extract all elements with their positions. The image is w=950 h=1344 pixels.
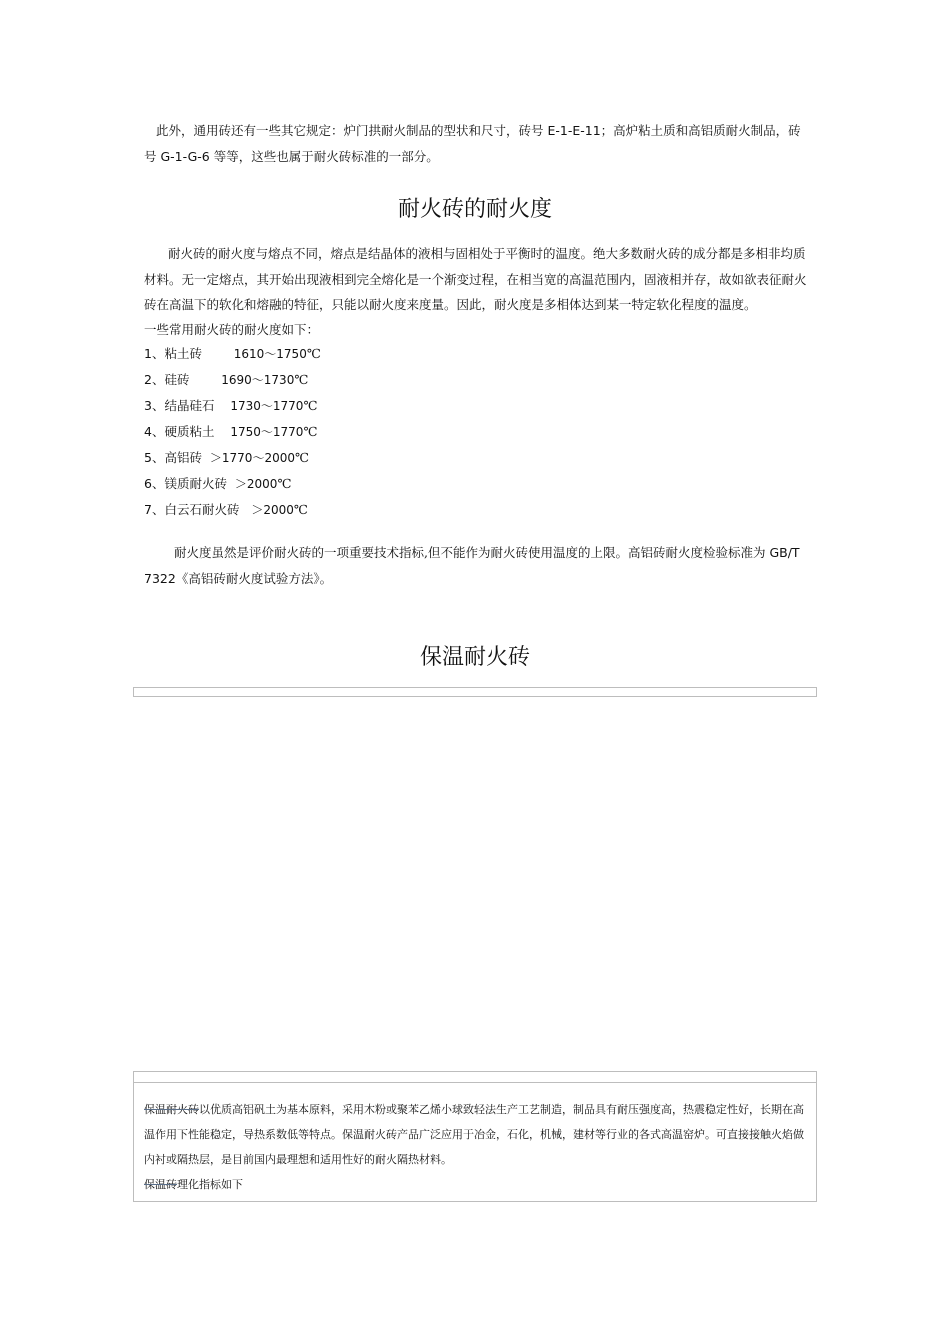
spec-link[interactable]: 保温砖 (144, 1178, 177, 1191)
section-heading-insulating-brick: 保温耐火砖 (419, 645, 530, 670)
list-item: 7、白云石耐火砖 ＞2000℃ (144, 502, 308, 517)
list-item: 3、结晶硅石 1730～1770℃ (144, 398, 318, 413)
refractoriness-note: 耐火度虽然是评价耐火砖的一项重要技术指标,但不能作为耐火砖使用温度的上限。高铝砖耐火度检验标准为 GB/T 7322《高铝砖耐火度试验方法》。 (144, 545, 800, 586)
list-item: 1、粘土砖 1610～1750℃ (144, 346, 321, 361)
intro-text-a: 此外，通用砖还有一些其它规定：炉门拱耐火制品的型状和尺寸，砖号 (156, 123, 548, 138)
list-item: 2、硅砖 1690～1730℃ (144, 372, 309, 387)
intro-text-c: 等等，这些也属于耐火砖标准的一部分。 (209, 148, 439, 164)
list-intro: 一些常用耐火砖的耐火度如下： (144, 322, 320, 337)
product-link[interactable]: 保温耐火砖 (144, 1103, 199, 1116)
refractoriness-list (144, 341, 321, 523)
intro-text-b: ；高炉粘土质和高铝质耐火制品，砖号 (144, 123, 801, 164)
box-divider (134, 1082, 816, 1083)
intro-paragraph (144, 118, 808, 169)
list-item: 5、高铝砖 ＞1770～2000℃ (144, 450, 309, 465)
standard-code: GB/T 7322 (144, 545, 800, 586)
info-box-text: 保温耐火砖以优质高铝矾土为基本原料，采用木粉或聚苯乙烯小球致轻法生产工艺制造，制品具有耐压强度高，热震稳定性好，长期在高温作用下性能稳定，导热系数低等特点。保温耐火砖产品广泛应用于冶金，石化，机械，建材等行业的各式高温窑炉。可直接接触火焰做内衬或隔热层，是目前国内最理想和适用性好的耐火隔热材料。 保温砖理化指标如下 (144, 1103, 804, 1191)
section-heading-refractoriness: 耐火砖的耐火度 (397, 197, 552, 222)
list-item: 6、镁质耐火砖 ＞2000℃ (144, 476, 292, 491)
intro-code-b: G-1-G-6 (160, 148, 210, 164)
list-item: 4、硬质粘土 1750～1770℃ (144, 424, 318, 439)
image-frame-top (133, 687, 817, 697)
info-box (133, 1071, 817, 1202)
refractoriness-paragraph: 耐火砖的耐火度与熔点不同，熔点是结晶体的液相与固相处于平衡时的温度。绝大多数耐火砖的成分都是多相非均质材料。无一定熔点，其开始出现液相到完全熔化是一个渐变过程，在相当宽的高温范围内，固液相并存，故如欲表征耐火砖在高温下的软化和熔融的特征，只能以耐火度来度量。因此，耐火度是多相体达到某一特定软化程度的温度。 (144, 246, 807, 312)
intro-code-a: E-1-E-11 (547, 123, 601, 138)
